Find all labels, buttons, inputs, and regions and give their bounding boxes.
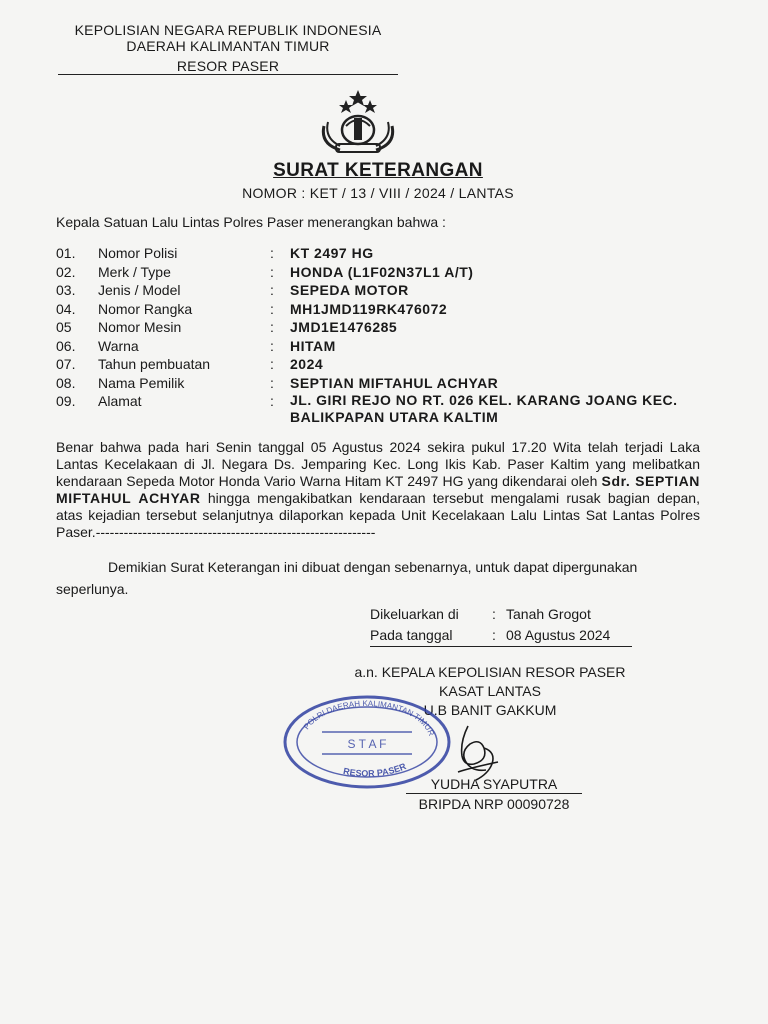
- document-number: NOMOR : KET / 13 / VIII / 2024 / LANTAS: [242, 185, 514, 201]
- field-label: Nomor Mesin: [98, 319, 182, 335]
- field-number: 04.: [56, 300, 76, 317]
- field-value-address: [290, 392, 716, 428]
- police-emblem-icon: [310, 86, 406, 158]
- field-row: [56, 300, 716, 319]
- field-row: [56, 337, 716, 356]
- letterhead-line-3: RESOR PASER: [58, 58, 398, 75]
- issued-date-row: [370, 625, 632, 647]
- issued-place-row: [370, 604, 632, 625]
- issued-place-value: Tanah Grogot: [506, 606, 591, 622]
- field-value: SEPTIAN MIFTAHUL ACHYAR: [290, 374, 499, 391]
- field-row: [56, 318, 716, 337]
- address-line-1: JL. GIRI REJO NO RT. 026 KEL. KARANG JOANG KEC.: [290, 392, 678, 408]
- statement-text-2: hingga mengakibatkan kendaraan tersebut mengalami rusak bagian depan, atas kejadian tersebut selanjutnya dilaporkan kepada Unit Kecelakaan Lalu Lintas Sat Lantas Polres Paser.------------------------------------------------------------: [56, 490, 700, 540]
- field-row: [56, 281, 716, 300]
- stamp-bottom-text-path: RESOR PASER: [342, 761, 408, 779]
- field-number: 05: [56, 319, 72, 335]
- field-label: Nomor Rangka: [98, 300, 193, 317]
- field-label: Alamat: [98, 393, 142, 409]
- issued-info: [370, 604, 632, 647]
- field-number: 08.: [56, 374, 76, 391]
- field-colon: :: [270, 374, 274, 391]
- field-label: Nama Pemilik: [98, 374, 185, 391]
- field-value: KT 2497 HG: [290, 245, 374, 261]
- field-value: HONDA (L1F02N37L1 A/T): [290, 263, 474, 280]
- field-label: Nomor Polisi: [98, 245, 178, 261]
- field-label: Tahun pembuatan: [98, 356, 211, 372]
- signature-line-2: KASAT LANTAS: [439, 683, 541, 699]
- stamp-bottom-text: [342, 761, 408, 779]
- field-number: 07.: [56, 356, 76, 372]
- field-row: [56, 374, 716, 393]
- field-colon: :: [270, 337, 274, 354]
- issued-date-label: Pada tanggal: [370, 627, 453, 643]
- field-label: Merk / Type: [98, 263, 171, 280]
- closing-paragraph: Demikian Surat Keterangan ini dibuat dengan sebenarnya, untuk dapat dipergunakan seperlunya.: [56, 559, 638, 597]
- field-colon: :: [270, 263, 274, 280]
- field-row-address: [56, 392, 716, 428]
- issued-place-label: Dikeluarkan di: [370, 606, 459, 622]
- field-row: [56, 263, 716, 282]
- intro-text: Kepala Satuan Lalu Lintas Polres Paser menerangkan bahwa :: [56, 214, 446, 230]
- stamp-center-text: S T A F: [347, 737, 387, 751]
- document-title: SURAT KETERANGAN: [273, 160, 483, 181]
- field-row: [56, 355, 716, 374]
- field-label: Jenis / Model: [98, 282, 181, 298]
- signature-line-1: a.n. KEPALA KEPOLISIAN RESOR PASER: [354, 664, 626, 680]
- letterhead-line-2: DAERAH KALIMANTAN TIMUR: [126, 38, 330, 54]
- address-line-2: BALIKPAPAN UTARA KALTIM: [290, 409, 499, 425]
- issued-separator: :: [492, 627, 496, 643]
- field-colon: :: [270, 245, 274, 261]
- field-value: JMD1E1476285: [290, 319, 398, 335]
- officer-name: YUDHA SYAPUTRA: [406, 776, 582, 794]
- statement-paragraph: [56, 439, 700, 541]
- field-number: 09.: [56, 393, 76, 409]
- field-label: Warna: [98, 337, 139, 354]
- field-value: HITAM: [290, 337, 336, 354]
- issued-separator: :: [492, 606, 496, 622]
- field-colon: :: [270, 356, 274, 372]
- statement-text-1: Benar bahwa pada hari Senin tanggal 05 Agustus 2024 sekira pukul 17.20 Wita telah terjadi Laka Lantas Kecelakaan di Jl. Negara Ds. Jemparing Kec. Long Ikis Kab. Paser Kaltim yang melibatkan kendaraan Sepeda Motor Honda Vario Warna Hitam KT 2497 HG yang dikendarai oleh: [56, 439, 700, 489]
- signature-line-3: U.B BANIT GAKKUM: [423, 702, 557, 718]
- vehicle-details: [56, 244, 716, 428]
- document-title-block: [200, 160, 556, 201]
- field-colon: :: [270, 282, 274, 298]
- field-value: MH1JMD119RK476072: [290, 300, 448, 317]
- statement-owner-name: Sdr. SEPTIAN MIFTAHUL ACHYAR: [56, 473, 700, 506]
- issued-date-value: 08 Agustus 2024: [506, 627, 611, 643]
- field-number: 01.: [56, 245, 76, 261]
- field-colon: :: [270, 319, 274, 335]
- field-colon: :: [270, 300, 274, 317]
- officer-rank: BRIPDA NRP 00090728: [418, 796, 570, 812]
- field-number: 06.: [56, 337, 76, 354]
- field-value: 2024: [290, 356, 324, 372]
- field-row: [56, 244, 716, 263]
- field-number: 03.: [56, 282, 76, 298]
- letterhead: [58, 22, 398, 75]
- field-value: SEPEDA MOTOR: [290, 282, 409, 298]
- letterhead-line-1: KEPOLISIAN NEGARA REPUBLIK INDONESIA: [74, 22, 382, 38]
- handwritten-signature-icon: [440, 722, 510, 784]
- stamp-top-text-path: POLRI DAERAH KALIMANTAN TIMUR: [301, 698, 436, 738]
- field-colon: :: [270, 393, 274, 409]
- field-number: 02.: [56, 263, 76, 280]
